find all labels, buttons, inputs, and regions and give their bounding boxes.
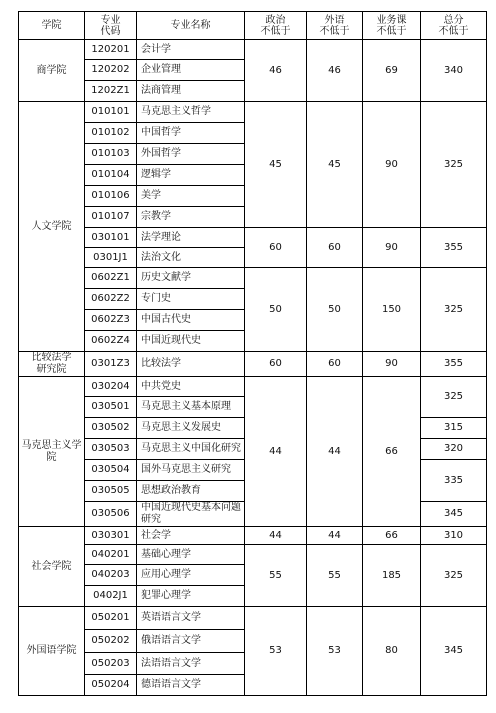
business-score: 66: [363, 377, 421, 527]
major-code: 030301: [85, 527, 137, 545]
college-humanities: 人文学院: [19, 102, 85, 352]
major-code: 120201: [85, 40, 137, 60]
major-code: 010102: [85, 123, 137, 144]
foreign-score: 53: [307, 607, 363, 696]
total-score: 320: [421, 439, 487, 460]
major-code: 050202: [85, 630, 137, 653]
foreign-score: 50: [307, 268, 363, 352]
major-code: 010103: [85, 144, 137, 165]
foreign-score: 55: [307, 545, 363, 607]
header-business: [363, 12, 421, 40]
major-name: 德语语言文学: [137, 675, 245, 696]
major-code: 030101: [85, 228, 137, 248]
business-score: 90: [363, 352, 421, 377]
politics-score: 50: [245, 268, 307, 352]
college-business: 商学院: [19, 40, 85, 102]
header-major: 专业名称: [137, 12, 245, 40]
major-name: 英语语言文学: [137, 607, 245, 630]
header-total-line1: 总分: [443, 14, 464, 26]
major-code: 030204: [85, 377, 137, 397]
major-name: 应用心理学: [137, 565, 245, 586]
major-name: 法治文化: [137, 248, 245, 268]
table-row: [19, 268, 487, 289]
table-row: [19, 377, 487, 397]
major-name: 思想政治教育: [137, 481, 245, 502]
major-code: 030503: [85, 439, 137, 460]
major-name: 国外马克思主义研究: [137, 460, 245, 481]
table-row: [19, 545, 487, 565]
major-code: 0402J1: [85, 586, 137, 607]
foreign-score: 46: [307, 40, 363, 102]
foreign-score: 60: [307, 228, 363, 268]
business-score: 185: [363, 545, 421, 607]
major-code: 010104: [85, 165, 137, 186]
header-politics-line1: 政治: [265, 14, 286, 26]
total-score: 355: [421, 352, 487, 377]
major-code: 0602Z4: [85, 331, 137, 352]
major-name: 美学: [137, 186, 245, 207]
table-row: [19, 40, 487, 60]
major-name: 社会学: [137, 527, 245, 545]
header-foreign: [307, 12, 363, 40]
major-code: 030501: [85, 397, 137, 418]
major-code: 030502: [85, 418, 137, 439]
header-business-line2: 不低于: [376, 25, 407, 37]
header-business-line1: 业务课: [376, 14, 407, 26]
major-code: 0301J1: [85, 248, 137, 268]
total-score: 325: [421, 102, 487, 228]
college-marxism-line2: 院: [46, 451, 57, 463]
foreign-score: 60: [307, 352, 363, 377]
major-name: 中国哲学: [137, 123, 245, 144]
total-score: 325: [421, 377, 487, 418]
table-row: [19, 102, 487, 123]
college-comparative-law-line1: 比较法学: [31, 352, 72, 363]
header-college: 学院: [19, 12, 85, 40]
business-score: 90: [363, 102, 421, 228]
college-foreign-languages: 外国语学院: [19, 607, 85, 696]
header-total: [421, 12, 487, 40]
major-code: 0602Z2: [85, 289, 137, 310]
major-name: 会计学: [137, 40, 245, 60]
business-score: 66: [363, 527, 421, 545]
header-foreign-line1: 外语: [324, 14, 345, 26]
table-row: [19, 228, 487, 248]
politics-score: 46: [245, 40, 307, 102]
major-code: 120202: [85, 60, 137, 81]
politics-score: 53: [245, 607, 307, 696]
header-total-line2: 不低于: [438, 25, 469, 37]
major-code: 0602Z3: [85, 310, 137, 331]
major-name: 中国近现代史基本问题研究: [137, 502, 245, 527]
major-code: 050203: [85, 653, 137, 675]
major-name: 比较法学: [137, 352, 245, 377]
politics-score: 45: [245, 102, 307, 228]
table-row: [19, 527, 487, 545]
total-score: 340: [421, 40, 487, 102]
major-name: 中共党史: [137, 377, 245, 397]
major-code: 010107: [85, 207, 137, 228]
major-code: 040201: [85, 545, 137, 565]
major-name: 法学理论: [137, 228, 245, 248]
header-code-line2: 代码: [100, 25, 121, 37]
major-code: 030505: [85, 481, 137, 502]
table-row: [19, 607, 487, 630]
major-name: 外国哲学: [137, 144, 245, 165]
major-code: 030506: [85, 502, 137, 527]
table-row: [19, 352, 487, 377]
major-name: 中国古代史: [137, 310, 245, 331]
college-marxism-line1: 马克思主义学: [21, 439, 82, 451]
major-code: 010106: [85, 186, 137, 207]
major-code: 010101: [85, 102, 137, 123]
business-score: 69: [363, 40, 421, 102]
major-name: 中国近现代史: [137, 331, 245, 352]
header-politics: [245, 12, 307, 40]
major-code: 040203: [85, 565, 137, 586]
politics-score: 60: [245, 228, 307, 268]
major-name: 马克思主义发展史: [137, 418, 245, 439]
foreign-score: 44: [307, 527, 363, 545]
admission-score-table-wrapper: [18, 11, 487, 696]
major-code: 030504: [85, 460, 137, 481]
major-code: 0301Z3: [85, 352, 137, 377]
major-name: 基础心理学: [137, 545, 245, 565]
header-foreign-line2: 不低于: [319, 25, 350, 37]
major-name: 企业管理: [137, 60, 245, 81]
major-name: 俄语语言文学: [137, 630, 245, 653]
foreign-score: 45: [307, 102, 363, 228]
total-score: 355: [421, 228, 487, 268]
major-code: 050201: [85, 607, 137, 630]
total-score: 345: [421, 607, 487, 696]
major-name: 马克思主义中国化研究: [137, 439, 245, 460]
major-name: 马克思主义基本原理: [137, 397, 245, 418]
total-score: 325: [421, 545, 487, 607]
politics-score: 44: [245, 527, 307, 545]
major-code: 050204: [85, 675, 137, 696]
header-politics-line2: 不低于: [260, 25, 291, 37]
table-header-row: [19, 12, 487, 40]
total-score: 310: [421, 527, 487, 545]
foreign-score: 44: [307, 377, 363, 527]
admission-score-table: [18, 11, 487, 696]
business-score: 150: [363, 268, 421, 352]
politics-score: 55: [245, 545, 307, 607]
major-name: 犯罪心理学: [137, 586, 245, 607]
major-name: 宗教学: [137, 207, 245, 228]
major-name: 法语语言文学: [137, 653, 245, 675]
business-score: 80: [363, 607, 421, 696]
politics-score: 60: [245, 352, 307, 377]
business-score: 90: [363, 228, 421, 268]
total-score: 315: [421, 418, 487, 439]
total-score: 345: [421, 502, 487, 527]
major-code: 0602Z1: [85, 268, 137, 289]
header-code: [85, 12, 137, 40]
major-name: 马克思主义哲学: [137, 102, 245, 123]
college-social: 社会学院: [19, 527, 85, 607]
major-code: 1202Z1: [85, 81, 137, 102]
major-name: 法商管理: [137, 81, 245, 102]
header-code-line1: 专业: [100, 14, 121, 26]
total-score: 335: [421, 460, 487, 502]
politics-score: 44: [245, 377, 307, 527]
college-comparative-law: [19, 352, 85, 377]
major-name: 专门史: [137, 289, 245, 310]
major-name: 逻辑学: [137, 165, 245, 186]
college-comparative-law-line2: 研究院: [36, 364, 67, 375]
total-score: 325: [421, 268, 487, 352]
college-marxism: [19, 377, 85, 527]
major-name: 历史文献学: [137, 268, 245, 289]
